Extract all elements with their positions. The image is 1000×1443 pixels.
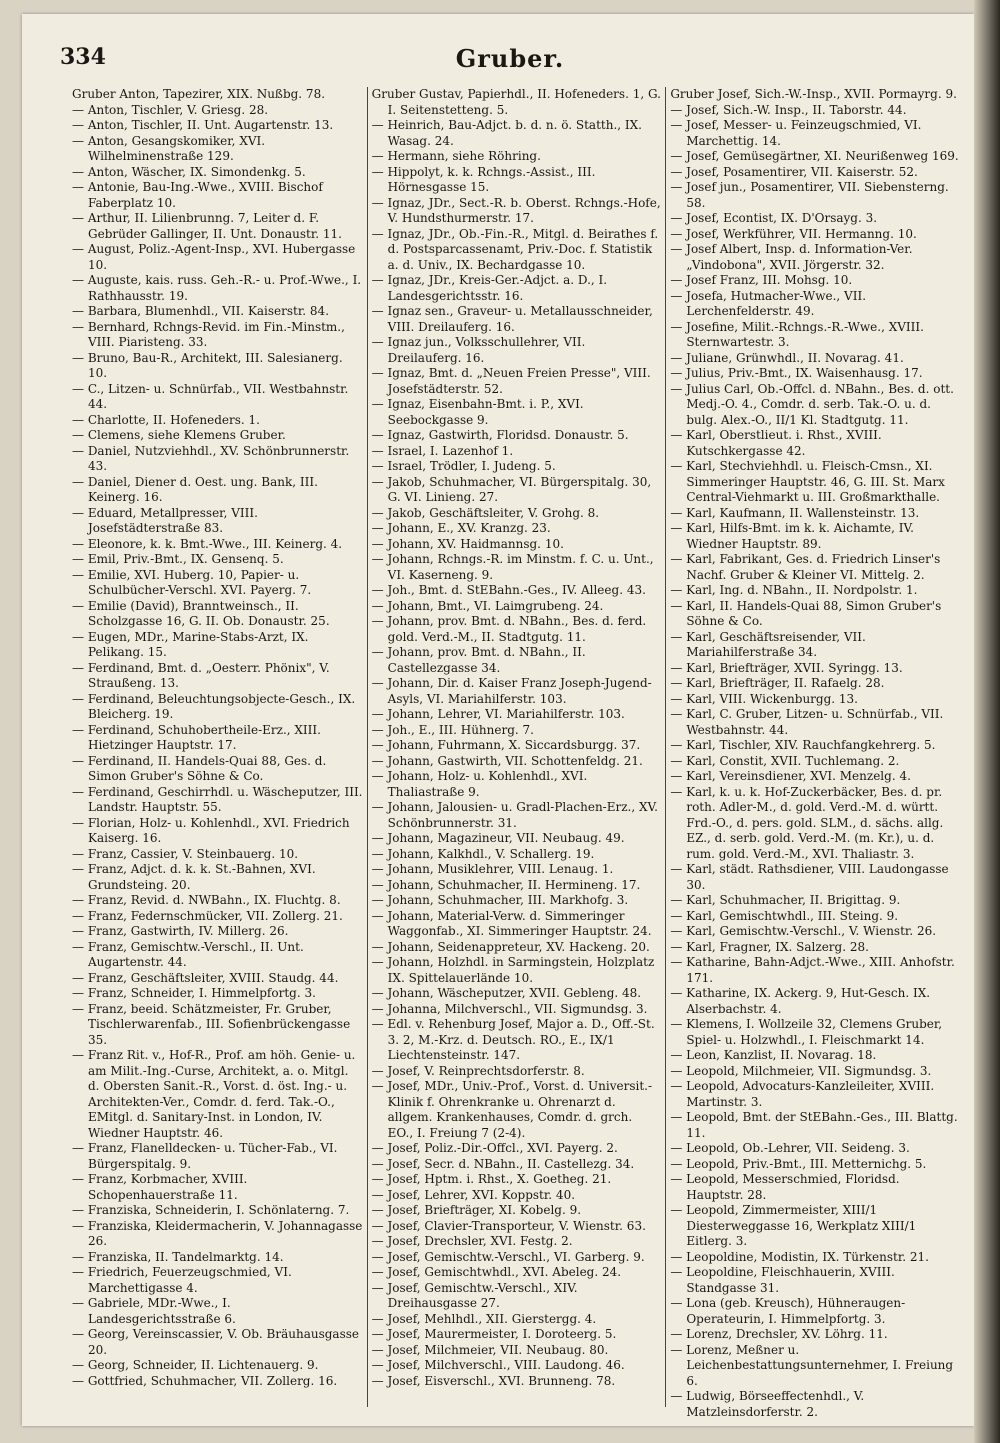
directory-entry: — Auguste, kais. russ. Geh.-R.- u. Prof.-Wwe., I. Rathhausstr. 19. [72,273,362,303]
directory-entry: — Edl. v. Rehenburg Josef, Major a. D., Off.-St. 3. 2, M.-Krz. d. Deutsch. RO., E., IX/1 Liechtensteinstr. 147. [371,1017,655,1062]
directory-entry: — Johann, Jalousien- u. Gradl-Plachen-Erz., XV. Schönbrunnerstr. 31. [371,800,658,830]
directory-entry: — Johanna, Milchverschl., VII. Sigmundsg. 3. [371,1001,648,1016]
directory-entry: — Gottfried, Schuhmacher, VII. Zollerg. 16. [72,1373,338,1388]
directory-entry: — C., Litzen- u. Schnürfab., VII. Westbahnstr. 44. [72,381,349,411]
directory-entry: — Eduard, Metallpresser, VIII. Josefstädterstraße 83. [72,505,258,535]
directory-entry: — Emilie, XVI. Huberg. 10, Papier- u. Schulbücher-Verschl. XVI. Payerg. 7. [72,567,312,597]
directory-entry: — Anton, Tischler, V. Griesg. 28. [72,102,269,117]
directory-entry: — Karl, Gemischtwhdl., III. Steing. 9. [670,908,899,923]
directory-entry: — Josef, Eisverschl., XVI. Brunneng. 78. [371,1373,616,1388]
directory-entry: — Johann, Gastwirth, VII. Schottenfeldg. 21. [371,753,643,768]
directory-entry: — Clemens, siehe Klemens Gruber. [72,428,286,442]
directory-entry: — Josef, Milchmeier, VII. Neubaug. 80. [371,1342,609,1357]
directory-entry: — Franz, Schneider, I. Himmelpfortg. 3. [72,986,316,1000]
directory-entry: — Franz Rit. v., Hof-R., Prof. am höh. Genie- u. am Milit.-Ing.-Curse, Architekt, a. o. Mitgl. d. Obersten Sanit.-R., Vorst. d. öst. Ing.- u. Architekten-Ver., Comdr. d. ferd. Tak.-O., EMitgl. d. Sanitary-Inst. in London, IV. Wiedner Hauptstr. 46. [72,1048,356,1140]
directory-entry: — Franz, Korbmacher, XVIII. Schopenhauerstraße 11. [72,1172,248,1202]
directory-entry: — Karl, VIII. Wickenburgg. 13. [670,691,858,706]
directory-entry: — Ferdinand, II. Handels-Quai 88, Ges. d. Simon Gruber's Söhne & Co. [72,753,327,783]
directory-entry: — Franz, Federnschmücker, VII. Zollerg. 21. [72,908,343,923]
directory-entry: — Josef, Gemischtwhdl., XVI. Abeleg. 24. [371,1265,622,1279]
page-number: 334 [60,44,106,70]
directory-entry: — Julius, Priv.-Bmt., IX. Waisenhausg. 17. [670,366,923,380]
directory-entry: — Johann, prov. Bmt. d. NBahn., II. Castellezgasse 34. [371,645,586,675]
directory-entry: — Karl, k. u. k. Hof-Zuckerbäcker, Bes. d. pr. roth. Adler-M., d. gold. Verd.-M. d. württ. Frd.-O., d. pers. gold. SLM., d. sächs. allg. EZ., d. serb. gold. Verd.-M. (m. Kr.), u. d. rum. gold. Verd.-M., XVI. Thaliastr. 3. [670,784,944,861]
directory-entry: — Leopold, Messerschmied, Floridsd. Hauptstr. 28. [670,1172,900,1202]
directory-entry: — Johann, Rchngs.-R. im Minstm. f. C. u. Unt., VI. Kaserneng. 9. [371,552,654,582]
directory-entry: — Anton, Tischler, II. Unt. Augartenstr. 13. [72,118,334,132]
directory-entry: — Ignaz, JDr., Kreis-Ger.-Adjct. a. D., I. Landesgerichtsstr. 16. [371,273,608,303]
directory-entry: — Johann, Seidenappreteur, XV. Hackeng. 20. [371,939,650,954]
directory-entry: — Ferdinand, Geschirrhdl. u. Wäscheputzer, III. Landstr. Hauptstr. 55. [72,784,363,814]
directory-column-3 [665,87,964,1419]
directory-entry: — Josef, V. Reinprechtsdorferstr. 8. [371,1063,585,1078]
directory-entry: — Florian, Holz- u. Kohlenhdl., XVI. Friedrich Kaiserg. 16. [72,815,350,845]
directory-entry: — Joh., E., III. Hühnerg. 7. [371,722,534,737]
directory-entry: — Johann, Wäscheputzer, XVII. Gebleng. 48. [371,986,642,1000]
directory-entry: — Josef, Poliz.-Dir.-Offcl., XVI. Payerg. 2. [371,1141,618,1155]
directory-entry: — Franz, Gastwirth, IV. Millerg. 26. [72,924,289,938]
directory-entry: — Karl, Geschäftsreisender, VII. Mariahilferstraße 34. [670,629,866,659]
directory-entry: — Ignaz, Gastwirth, Floridsd. Donaustr. 5. [371,428,629,442]
directory-entry: — Bernhard, Rchngs-Revid. im Fin.-Minstm., VIII. Piaristeng. 33. [72,319,345,349]
directory-entry: — Johann, Fuhrmann, X. Siccardsburgg. 37. [371,738,641,752]
directory-entry: — Josef, Werkführer, VII. Hermanng. 10. [670,226,917,241]
directory-entry: — Josef, Maurermeister, I. Doroteerg. 5. [371,1327,617,1341]
directory-entry: — Emil, Priv.-Bmt., IX. Gensenq. 5. [72,552,284,566]
directory-entry: — Karl, Schuhmacher, II. Brigittag. 9. [670,893,901,907]
directory-entry: — Hermann, siehe Röhring. [371,149,541,163]
directory-columns [68,87,964,1419]
directory-entry: — Karl, Hilfs-Bmt. im k. k. Aichamte, IV. Wiedner Hauptstr. 89. [670,521,914,551]
directory-entry: — Johann, Kalkhdl., V. Schallerg. 19. [371,846,595,861]
directory-entry: — Jakob, Schuhmacher, VI. Bürgerspitalg. 30, G. VI. Linieng. 27. [371,474,652,504]
directory-entry: — Franz, Revid. d. NWBahn., IX. Fluchtg. 8. [72,893,341,907]
directory-entry: — Antonie, Bau-Ing.-Wwe., XVIII. Bischof Faberplatz 10. [72,180,323,210]
directory-entry: — Johann, Schuhmacher, II. Hermineng. 17. [371,877,641,892]
directory-entry: — Ignaz, JDr., Sect.-R. b. Oberst. Rchngs.-Hofe, V. Hundsthurmerstr. 17. [371,195,661,225]
directory-entry: — Josef, Posamentirer, VII. Kaiserstr. 52. [670,164,918,179]
directory-entry: — Josef, Gemischtw.-Verschl., VI. Garberg. 9. [371,1249,645,1264]
directory-entry: — Joh., Bmt. d. StEBahn.-Ges., IV. Alleeg. 43. [371,583,646,597]
directory-entry: — Josef, Mehlhdl., XII. Gierstergg. 4. [371,1311,597,1326]
directory-entry: — Karl, Fabrikant, Ges. d. Friedrich Linser's Nachf. Gruber & Kleiner VI. Mittelg. 2. [670,552,941,582]
directory-entry: — Johann, XV. Haidmannsg. 10. [371,536,564,551]
directory-entry: — Ignaz, Eisenbahn-Bmt. i. P., XVI. Seebockgasse 9. [371,397,584,427]
directory-entry: — Karl, Briefträger, XVII. Syringg. 13. [670,660,903,675]
directory-entry: — Heinrich, Bau-Adjct. b. d. n. ö. Statth., IX. Wasag. 24. [371,118,642,148]
directory-entry: — Josef, Lehrer, XVI. Koppstr. 40. [371,1187,576,1202]
directory-entry: — Karl, Stechviehhdl. u. Fleisch-Cmsn., XI. Simmeringer Hauptstr. 46, G. III. St. Marx Central-Viehmarkt u. III. Großmarkthalle. [670,459,945,504]
directory-entry: — Friedrich, Feuerzeugschmied, VI. Marchettigasse 4. [72,1265,292,1295]
directory-entry: — Eugen, MDr., Marine-Stabs-Arzt, IX. Pelikang. 15. [72,629,309,659]
directory-page [22,14,974,1426]
directory-entry: — Franziska, Schneiderin, I. Schönlaterng. 7. [72,1203,350,1217]
directory-entry: — Lona (geb. Kreusch), Hühneraugen-Operateurin, I. Himmelpfortg. 3. [670,1296,906,1326]
directory-entry: — Daniel, Diener d. Oest. ung. Bank, III. Keinerg. 16. [72,474,318,504]
directory-entry: — Barbara, Blumenhdl., VII. Kaiserstr. 84. [72,304,330,318]
directory-entry: — Israel, Trödler, I. Judeng. 5. [371,459,556,473]
directory-entry: — Franziska, Kleidermacherin, V. Johannagasse 26. [72,1218,363,1248]
directory-entry: — Anton, Gesangskomiker, XVI. Wilhelminenstraße 129. [72,133,266,163]
directory-entry: — Franziska, II. Tandelmarktg. 14. [72,1249,284,1264]
directory-entry: — Lorenz, Meßner u. Leichenbestattungsunternehmer, I. Freiung 6. [670,1342,954,1388]
directory-entry: — Josefa, Hutmacher-Wwe., VII. Lerchenfelderstr. 49. [670,288,867,318]
directory-entry: — Johann, Dir. d. Kaiser Franz Joseph-Jugend-Asyls, VI. Mariahilferstr. 103. [371,676,652,706]
directory-entry: — Bruno, Bau-R., Architekt, III. Salesianerg. 10. [72,350,343,380]
directory-entry: — Ferdinand, Bmt. d. „Oesterr. Phönix", V. Straußeng. 13. [72,660,330,690]
directory-entry: — Gabriele, MDr.-Wwe., I. Landesgerichtsstraße 6. [72,1296,236,1326]
directory-entry: — Karl, Vereinsdiener, XVI. Menzelg. 4. [670,769,911,783]
directory-entry: — August, Poliz.-Agent-Insp., XVI. Hubergasse 10. [72,242,356,272]
directory-entry: — Johann, Bmt., VI. Laimgrubeng. 24. [371,598,604,613]
directory-entry: — Franz, Geschäftsleiter, XVIII. Staudg. 44. [72,970,339,985]
directory-entry: — Franz, Cassier, V. Steinbauerg. 10. [72,846,299,861]
directory-entry: — Charlotte, II. Hofeneders. 1. [72,412,260,427]
directory-entry: — Karl, Gemischtw.-Verschl., V. Wienstr. 26. [670,924,937,938]
directory-entry: — Johann, Schuhmacher, III. Markhofg. 3. [371,893,629,907]
directory-entry: — Ignaz, Bmt. d. „Neuen Freien Presse", VIII. Josefstädterstr. 52. [371,366,651,396]
directory-entry: — Johann, Material-Verw. d. Simmeringer Waggonfab., XI. Simmeringer Hauptstr. 24. [371,908,652,938]
directory-entry: — Josef, Drechsler, XVI. Festg. 2. [371,1234,573,1248]
directory-entry: — Josef Franz, III. Mohsg. 10. [670,273,853,287]
directory-entry: — Josef, Clavier-Transporteur, V. Wienstr. 63. [371,1218,646,1233]
directory-entry: — Josef, Sich.-W. Insp., II. Taborstr. 44. [670,102,907,117]
directory-entry: — Eleonore, k. k. Bmt.-Wwe., III. Keinerg. 4. [72,536,343,551]
directory-entry: — Johann, E., XV. Kranzg. 23. [371,521,551,535]
directory-entry: — Klemens, I. Wollzeile 32, Clemens Gruber, Spiel- u. Holzwhdl., I. Fleischmarkt 14. [670,1017,943,1047]
directory-entry: — Arthur, II. Lilienbrunng. 7, Leiter d. F. Gebrüder Gallinger, II. Unt. Donaustr. 11. [72,211,342,241]
directory-entry: — Johann, Musiklehrer, VIII. Lenaug. 1. [371,862,614,876]
directory-entry: — Anton, Wäscher, IX. Simondenkg. 5. [72,164,306,179]
directory-entry: — Jakob, Geschäftsleiter, V. Grohg. 8. [371,505,600,520]
directory-entry: — Leopold, Advocaturs-Kanzleileiter, XVIII. Martinstr. 3. [670,1079,935,1109]
directory-entry: — Johann, Magazineur, VII. Neubaug. 49. [371,831,625,845]
directory-entry: — Josef, Hptm. i. Rhst., X. Goetheg. 21. [371,1172,612,1186]
directory-entry: — Josef, Gemischtw.-Verschl., XIV. Dreihausgasse 27. [371,1280,578,1310]
directory-entry: — Ignaz jun., Volksschullehrer, VII. Dreilauferg. 16. [371,335,586,365]
directory-entry: — Daniel, Nutzviehhdl., XV. Schönbrunnerstr. 43. [72,443,350,473]
directory-entry: — Josef, Milchverschl., VIII. Laudong. 46. [371,1358,625,1372]
running-head: Gruber. [455,44,565,73]
directory-entry: — Johann, Lehrer, VI. Mariahilferstr. 103. [371,707,625,721]
directory-entry: — Karl, C. Gruber, Litzen- u. Schnürfab., VII. Westbahnstr. 44. [670,707,944,737]
directory-entry: — Josef, Econtist, IX. D'Orsayg. 3. [670,211,878,225]
directory-entry: — Josefine, Milit.-Rchngs.-R.-Wwe., XVIII. Sternwartestr. 3. [670,319,924,349]
directory-entry: — Karl, städt. Rathsdiener, VIII. Laudongasse 30. [670,862,949,892]
directory-entry: — Ferdinand, Schuhobertheile-Erz., XIII. Hietzinger Hauptstr. 17. [72,722,321,752]
directory-entry: — Karl, Briefträger, II. Rafaelg. 28. [670,676,885,690]
directory-entry: Gruber Gustav, Papierhdl., II. Hofeneders. 1, G. I. Seitenstetteng. 5. [371,87,661,117]
directory-entry: Gruber Anton, Tapezirer, XIX. Nußbg. 78. [72,87,326,101]
directory-entry: — Ferdinand, Beleuchtungsobjecte-Gesch., IX. Bleicherg. 19. [72,691,356,721]
page-header [60,44,960,78]
directory-entry: — Josef jun., Posamentirer, VII. Siebensterng. 58. [670,180,949,210]
directory-entry: — Karl, Constit, XVII. Tuchlemang. 2. [670,753,900,768]
directory-entry: — Juliane, Grünwhdl., II. Novarag. 41. [670,350,904,365]
directory-entry: — Leopold, Zimmermeister, XIII/1 Diesterweggasse 16, Werkplatz XIII/1 Eitlerg. 3. [670,1203,917,1248]
directory-entry: — Ignaz sen., Graveur- u. Metallausschneider, VIII. Dreilauferg. 16. [371,304,653,334]
directory-entry: — Leon, Kanzlist, II. Novarag. 18. [670,1048,877,1062]
directory-entry: — Katharine, Bahn-Adjct.-Wwe., XIII. Anhofstr. 171. [670,955,955,985]
directory-entry: — Karl, II. Handels-Quai 88, Simon Gruber's Söhne & Co. [670,598,942,628]
directory-entry: — Johann, prov. Bmt. d. NBahn., Bes. d. ferd. gold. Verd.-M., II. Stadtgutg. 11. [371,614,647,644]
directory-entry: — Josef, Briefträger, XI. Kobelg. 9. [371,1203,582,1217]
directory-entry: — Leopoldine, Modistin, IX. Türkenstr. 21. [670,1249,929,1264]
directory-entry: — Leopold, Milchmeier, VII. Sigmundsg. 3. [670,1063,932,1078]
directory-entry: — Josef, Messer- u. Feinzeugschmied, VI. Marchettig. 14. [670,118,922,148]
directory-entry: — Emilie (David), Branntweinsch., II. Scholzgasse 16, G. II. Ob. Donaustr. 25. [72,598,330,628]
directory-entry: — Hippolyt, k. k. Rchngs.-Assist., III. Hörnesgasse 15. [371,164,596,194]
directory-column-2 [367,87,666,1407]
directory-entry: — Ignaz, JDr., Ob.-Fin.-R., Mitgl. d. Beirathes f. d. Postsparcassenamt, Priv.-Doc. f. Statistik a. d. Univ., IX. Bechardgasse 10. [371,226,659,272]
directory-entry: — Leopold, Bmt. der StEBahn.-Ges., III. Blattg. 11. [670,1110,958,1140]
directory-entry: — Julius Carl, Ob.-Offcl. d. NBahn., Bes. d. ott. Medj.-O. 4., Comdr. d. serb. Tak.-O. u. d. bulg. Alex.-O., II/1 Kl. Stadtgutg. 11. [670,381,954,427]
directory-entry: — Lorenz, Drechsler, XV. Löhrg. 11. [670,1327,888,1341]
directory-entry: — Karl, Fragner, IX. Salzerg. 28. [670,939,869,954]
directory-entry: — Ludwig, Börseeffectenhdl., V. Matzleinsdorferstr. 2. [670,1389,865,1419]
directory-entry: — Georg, Vereinscassier, V. Ob. Bräuhausgasse 20. [72,1327,359,1357]
directory-entry: — Israel, I. Lazenhof 1. [371,443,514,458]
directory-entry: — Leopold, Priv.-Bmt., III. Metternichg. 5. [670,1156,927,1171]
directory-entry: — Karl, Ing. d. NBahn., II. Nordpolstr. 1. [670,583,918,597]
directory-entry: — Leopoldine, Fleischhauerin, XVIII. Standgasse 31. [670,1265,895,1295]
directory-entry: — Karl, Oberstlieut. i. Rhst., XVIII. Kutschkergasse 42. [670,428,882,458]
directory-entry: — Karl, Tischler, XIV. Rauchfangkehrerg. 5. [670,738,936,752]
directory-entry: — Josef, Secr. d. NBahn., II. Castellezg. 34. [371,1156,635,1171]
directory-entry: — Josef Albert, Insp. d. Information-Ver. „Vindobona", XVII. Jörgerstr. 32. [670,242,913,272]
directory-entry: — Josef, MDr., Univ.-Prof., Vorst. d. Universit.-Klinik f. Ohrenkranke u. Ohrenarzt d. allgem. Krankenhauses, Comdr. d. grch. EO., I. Freiung 7 (2-4). [371,1079,653,1140]
directory-entry: Gruber Josef, Sich.-W.-Insp., XVII. Pormayrg. 9. [670,87,957,101]
directory-entry: — Franz, Gemischtw.-Verschl., II. Unt. Augartenstr. 44. [72,939,304,969]
directory-entry: — Katharine, IX. Ackerg. 9, Hut-Gesch. IX. Alserbachstr. 4. [670,986,931,1016]
scan-edge-shadow [974,0,1000,1443]
directory-entry: — Johann, Holz- u. Kohlenhdl., XVI. Thaliastraße 9. [371,769,588,799]
directory-entry: — Franz, beeid. Schätzmeister, Fr. Gruber, Tischlerwarenfab., III. Sofienbrückengasse 35. [72,1001,351,1047]
directory-entry: — Leopold, Ob.-Lehrer, VII. Seideng. 3. [670,1141,910,1155]
directory-entry: — Georg, Schneider, II. Lichtenauerg. 9. [72,1358,319,1372]
directory-entry: — Johann, Holzhdl. in Sarmingstein, Holzplatz IX. Spittelauerlände 10. [371,955,655,985]
directory-entry: — Karl, Kaufmann, II. Wallensteinstr. 13. [670,505,920,520]
directory-entry: — Franz, Flanelldecken- u. Tücher-Fab., VI. Bürgerspitalg. 9. [72,1141,338,1171]
directory-entry: — Josef, Gemüsegärtner, XI. Neurißenweg 169. [670,149,959,163]
directory-column-1 [68,87,367,1407]
directory-entry: — Franz, Adjct. d. k. k. St.-Bahnen, XVI. Grundsteing. 20. [72,862,316,892]
